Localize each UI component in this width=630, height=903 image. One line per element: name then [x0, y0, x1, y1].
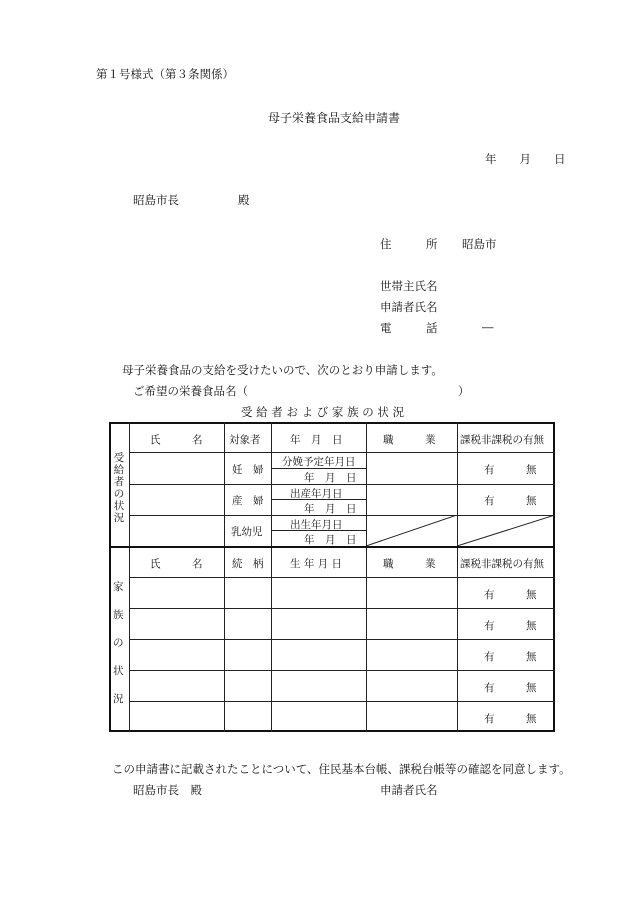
family-header-name: 氏 名 — [150, 558, 203, 570]
row-category: 妊 婦 — [232, 464, 264, 476]
family-side-char: の — [113, 637, 124, 649]
family-row-tax: 有 無 — [484, 651, 537, 663]
family-row-tax: 有 無 — [484, 589, 537, 601]
family-row-tax: 有 無 — [484, 713, 537, 725]
diagonal-slash — [366, 515, 457, 546]
diagonal-slash — [457, 515, 555, 546]
family-side-char: 況 — [113, 693, 124, 705]
row-line — [129, 452, 555, 453]
header-date: 年 月 日 — [290, 434, 343, 446]
row-category: 乳幼児 — [231, 526, 263, 538]
consent-addressee: 昭島市長 殿 — [133, 783, 202, 797]
addressee-honorific: 殿 — [238, 193, 250, 207]
applicant-name-label: 申請者氏名 — [380, 300, 438, 314]
row-line — [129, 639, 555, 640]
row-category: 産 婦 — [232, 495, 264, 507]
desired-food-label: ご希望の栄養食品名（ — [133, 384, 248, 398]
addressee-mayor: 昭島市長 — [133, 193, 179, 207]
family-header-birthdate: 生 年 月 日 — [290, 558, 343, 570]
header-occupation: 職 業 — [383, 434, 436, 446]
row-date-label: 出生年月日 — [290, 519, 343, 531]
address-label: 住 所 — [380, 237, 438, 251]
form-id: 第１号様式（第３条関係） — [96, 67, 234, 81]
family-row-tax: 有 無 — [484, 620, 537, 632]
row-date-label: 分娩予定年月日 — [282, 456, 356, 468]
family-side-char: 家 — [113, 581, 124, 593]
row-tax: 有 無 — [484, 495, 537, 507]
address-value: 昭島市 — [462, 237, 497, 251]
row-date-value: 年 月 日 — [304, 534, 357, 546]
row-date-value: 年 月 日 — [304, 503, 357, 515]
consent-applicant-label: 申請者氏名 — [380, 783, 438, 797]
row-line — [129, 701, 555, 702]
phone-label: 電 話 — [380, 321, 438, 335]
header-name: 氏 名 — [150, 434, 203, 446]
date-line: 年 月 日 — [485, 152, 566, 166]
row-tax: 有 無 — [484, 464, 537, 476]
family-header-tax: 課税非課税の有無 — [460, 558, 544, 570]
row-date-label: 出産年月日 — [290, 488, 343, 500]
family-side-char: 状 — [113, 665, 124, 677]
intro-text: 母子栄養食品の支給を受けたいので、次のとおり申請します。 — [122, 363, 443, 377]
row-line — [129, 577, 555, 578]
recipient-side-label: 受給者の状況 — [113, 452, 125, 524]
row-line — [129, 670, 555, 671]
row-line — [129, 608, 555, 609]
page-title: 母子栄養食品支給申請書 — [268, 111, 401, 125]
header-tax: 課税非課税の有無 — [460, 434, 544, 446]
household-head-label: 世帯主氏名 — [380, 279, 438, 293]
family-header-relation: 続 柄 — [232, 558, 264, 570]
phone-value: ― — [482, 320, 494, 334]
family-row-tax: 有 無 — [484, 682, 537, 694]
table-title: 受 給 者 お よ び 家 族 の 状 況 — [241, 405, 405, 419]
family-header-occupation: 職 業 — [383, 558, 436, 570]
header-target: 対象者 — [229, 434, 261, 446]
family-side-char: 族 — [113, 609, 124, 621]
desired-food-close: ） — [458, 384, 470, 398]
row-date-value: 年 月 日 — [304, 472, 357, 484]
consent-text: この申請書に記載されたことについて、住民基本台帳、課税台帳等の確認を同意します。 — [112, 762, 571, 776]
